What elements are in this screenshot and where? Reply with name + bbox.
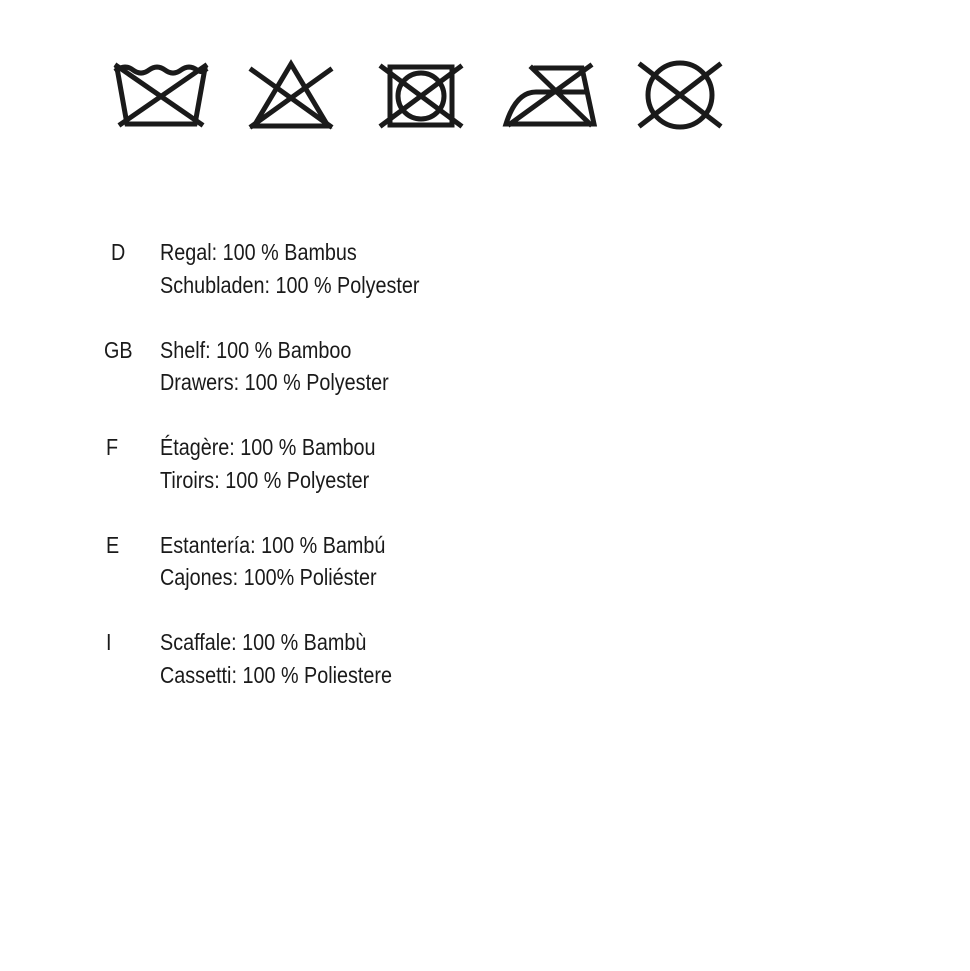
composition-line-drawers: Drawers: 100 % Polyester: [160, 369, 389, 395]
material-composition-list: [0, 236, 970, 724]
lang-code: D: [111, 239, 126, 265]
lang-code: I: [106, 629, 112, 655]
lang-block-it: [0, 626, 970, 724]
composition-line-drawers: Tiroirs: 100 % Polyester: [160, 466, 370, 493]
composition-line-shelf: Scaffale: 100 % Bambù: [160, 629, 367, 655]
composition-text: [160, 334, 389, 399]
care-symbols-row: [0, 0, 970, 160]
lang-code: E: [106, 531, 120, 558]
composition-text: [160, 529, 385, 594]
lang-code: F: [106, 434, 119, 460]
lang-code: GB: [104, 336, 133, 363]
do-not-dry-clean-icon: [637, 59, 723, 131]
composition-line-drawers: Cassetti: 100 % Poliestere: [160, 661, 392, 688]
composition-line-shelf: Regal: 100 % Bambus: [160, 239, 357, 265]
composition-line-drawers: Schubladen: 100 % Polyester: [160, 271, 420, 298]
do-not-tumble-dry-icon: [378, 63, 464, 129]
composition-line-drawers: Cajones: 100% Poliéster: [160, 564, 377, 590]
composition-text: [160, 626, 392, 691]
composition-text: [160, 236, 420, 301]
do-not-iron-icon: [502, 62, 600, 130]
lang-block-de: [0, 236, 970, 334]
do-not-bleach-icon: [248, 60, 334, 130]
do-not-wash-icon: [113, 62, 209, 128]
lang-block-fr: [0, 431, 970, 529]
composition-text: [160, 431, 376, 496]
composition-line-shelf: Shelf: 100 % Bamboo: [160, 336, 352, 363]
composition-line-shelf: Estantería: 100 % Bambú: [160, 531, 386, 558]
composition-line-shelf: Étagère: 100 % Bambou: [160, 434, 376, 460]
lang-block-es: [0, 529, 970, 627]
lang-block-gb: [0, 334, 970, 432]
